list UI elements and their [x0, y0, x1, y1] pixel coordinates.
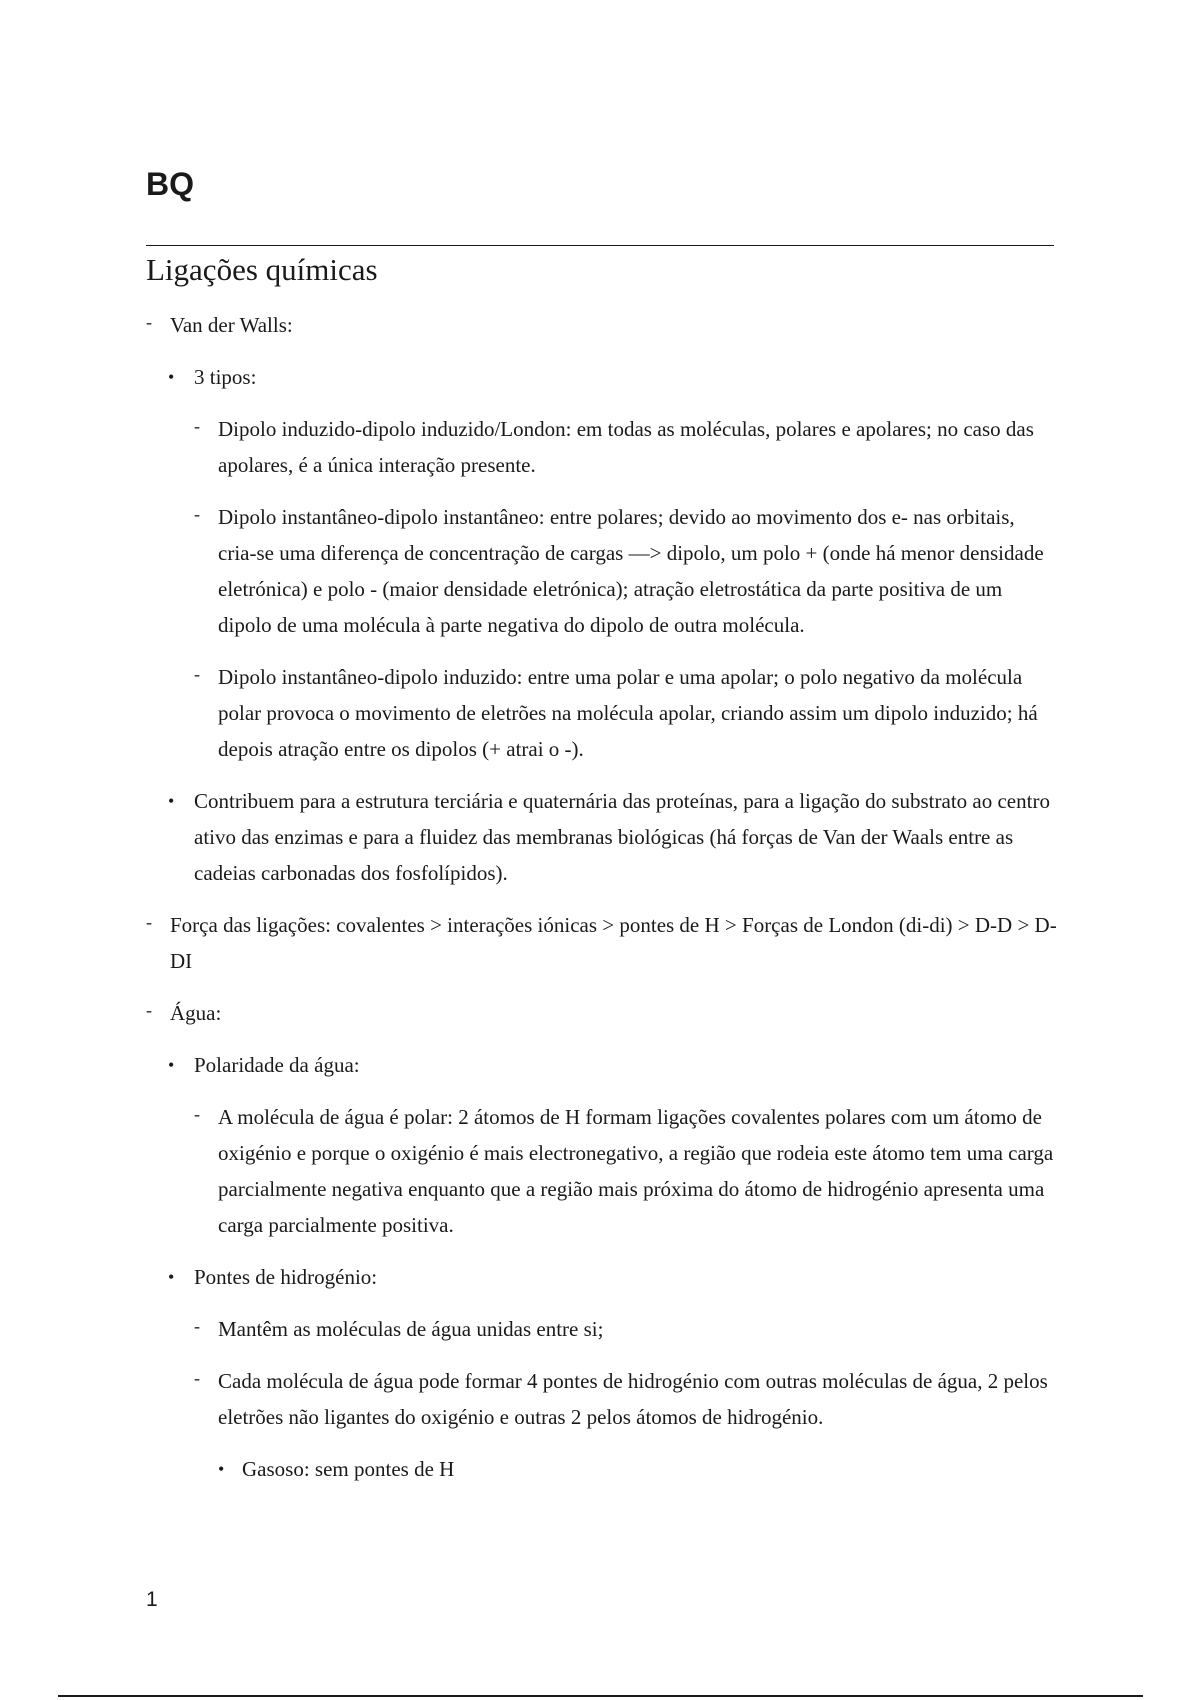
section-heading: Ligações químicas: [146, 252, 378, 287]
list-item: [146, 411, 1058, 483]
list-item-text: Contribuem para a estrutura terciária e quaternária das proteínas, para a ligação do substrato ao centro ativo das enzimas e para a fluidez das membranas biológicas (há forças de Van der Waals entre as cadeias carbonadas dos fosfolípidos).: [194, 789, 1050, 885]
list-item-text: Dipolo instantâneo-dipolo instantâneo: entre polares; devido ao movimento dos e- nas orbitais, cria-se uma diferença de concentração de cargas —> dipolo, um polo + (onde há menor densidade eletrónica) e polo - (maior densidade eletrónica); atração eletrostática da parte positiva de um dipolo de uma molécula à parte negativa do dipolo de outra molécula.: [218, 505, 1044, 637]
list-item-text: Gasoso: sem pontes de H: [242, 1457, 455, 1481]
list-item-text: Pontes de hidrogénio:: [194, 1265, 378, 1289]
document-title: BQ: [146, 166, 194, 202]
page-bottom-border: [58, 1695, 1143, 1697]
dash-marker: -: [194, 1104, 200, 1124]
list-item-text: Cada molécula de água pode formar 4 pontes de hidrogénio com outras moléculas de água, 2 pelos eletrões não ligantes do oxigénio e outras 2 pelos átomos de hidrogénio.: [218, 1369, 1048, 1429]
list-item: [146, 659, 1058, 767]
dash-marker: -: [146, 912, 152, 932]
bullet-marker: •: [168, 1055, 175, 1075]
list-item: [146, 907, 1058, 979]
bullet-marker: •: [168, 367, 175, 387]
list-item: [146, 1099, 1058, 1243]
list-item: [146, 1451, 1058, 1487]
list-item: [146, 1047, 1058, 1083]
dash-marker: -: [194, 664, 200, 684]
list-item-text: Dipolo instantâneo-dipolo induzido: entre uma polar e uma apolar; o polo negativo da molécula polar provoca o movimento de eletrões na molécula apolar, criando assim um dipolo induzido; há depois atração entre os dipolos (+ atrai o -).: [218, 665, 1038, 761]
dash-marker: -: [194, 1368, 200, 1388]
dash-marker: -: [146, 1000, 152, 1020]
bullet-marker: •: [168, 791, 175, 811]
list-item: [146, 783, 1058, 891]
title-divider: [146, 245, 1054, 246]
list-item-text: Força das ligações: covalentes > interações iónicas > pontes de H > Forças de London (di-di) > D-D > D-DI: [170, 913, 1057, 973]
list-item: [146, 1311, 1058, 1347]
list-item-text: Dipolo induzido-dipolo induzido/London: em todas as moléculas, polares e apolares; no caso das apolares, é a única interação presente.: [218, 417, 1034, 477]
dash-marker: -: [146, 312, 152, 332]
bullet-marker: •: [168, 1267, 175, 1287]
dash-marker: -: [194, 416, 200, 436]
list-item-text: Água:: [170, 1001, 222, 1025]
page-number: 1: [146, 1588, 158, 1611]
list-item-text: Mantêm as moléculas de água unidas entre si;: [218, 1317, 604, 1341]
list-item-text: Van der Walls:: [170, 313, 293, 337]
notes-list: [146, 307, 1058, 1503]
list-item-text: Polaridade da água:: [194, 1053, 360, 1077]
list-item-text: A molécula de água é polar: 2 átomos de H formam ligações covalentes polares com um átomo de oxigénio e porque o oxigénio é mais electronegativo, a região que rodeia este átomo tem uma carga parcialmente negativa enquanto que a região mais próxima do átomo de hidrogénio apresenta uma carga parcialmente positiva.: [218, 1105, 1054, 1237]
list-item: [146, 995, 1058, 1031]
dash-marker: -: [194, 504, 200, 524]
dash-marker: -: [194, 1316, 200, 1336]
list-item-text: 3 tipos:: [194, 365, 257, 389]
list-item: [146, 1363, 1058, 1435]
list-item: [146, 499, 1058, 643]
list-item: [146, 359, 1058, 395]
bullet-marker: •: [218, 1459, 225, 1479]
list-item: [146, 1259, 1058, 1295]
list-item: [146, 307, 1058, 343]
